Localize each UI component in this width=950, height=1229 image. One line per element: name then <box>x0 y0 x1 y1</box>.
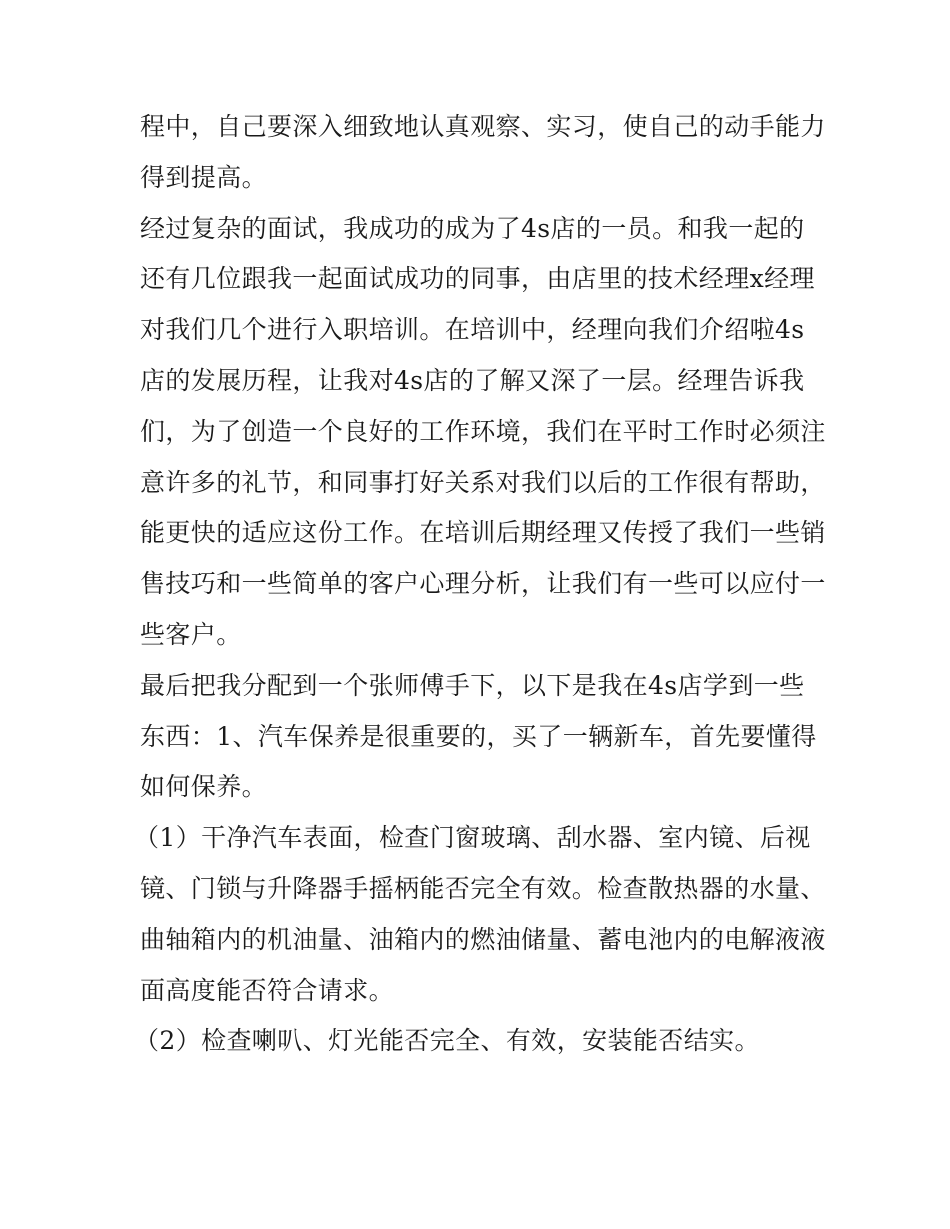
text-line: 售技巧和一些简单的客户心理分析，让我们有一些可以应付一 <box>140 569 826 599</box>
text-line: 东西：1、汽车保养是很重要的，买了一辆新车，首先要懂得 <box>140 721 817 751</box>
text-line: 能更快的适应这份工作。在培训后期经理又传授了我们一些销 <box>140 518 826 548</box>
text-line: 面高度能否符合请求。 <box>140 975 395 1005</box>
text-line: 程中，自己要深入细致地认真观察、实习，使自己的动手能力 <box>140 112 826 141</box>
text-line: 对我们几个进行入职培训。在培训中，经理向我们介绍啦4s <box>140 315 805 345</box>
text-line: 最后把我分配到一个张师傅手下，以下是我在4s店学到一些 <box>140 670 805 700</box>
text-line: 曲轴箱内的机油量、油箱内的燃油储量、蓄电池内的电解液液 <box>140 924 826 954</box>
text-line: 如何保养。 <box>140 772 268 802</box>
text-line: 镜、门锁与升降器手摇柄能否完全有效。检查散热器的水量、 <box>140 873 826 903</box>
text-line: 还有几位跟我一起面试成功的同事，由店里的技术经理x经理 <box>140 264 815 294</box>
text-line: 们，为了创造一个良好的工作环境，我们在平时工作时必须注 <box>140 416 826 446</box>
text-line: 得到提高。 <box>140 162 268 192</box>
text-line: 经过复杂的面试，我成功的成为了4s店的一员。和我一起的 <box>140 213 805 243</box>
text-line: （2）检查喇叭、灯光能否完全、有效，安装能否结实。 <box>134 1026 760 1056</box>
text-line: 些客户。 <box>140 619 242 649</box>
document-body <box>134 102 826 1067</box>
text-line: 店的发展历程，让我对4s店的了解又深了一层。经理告诉我 <box>140 365 805 395</box>
text-line: （1）干净汽车表面，检查门窗玻璃、刮水器、室内镜、后视 <box>134 823 811 853</box>
text-line: 意许多的礼节，和同事打好关系对我们以后的工作很有帮助， <box>140 467 826 497</box>
